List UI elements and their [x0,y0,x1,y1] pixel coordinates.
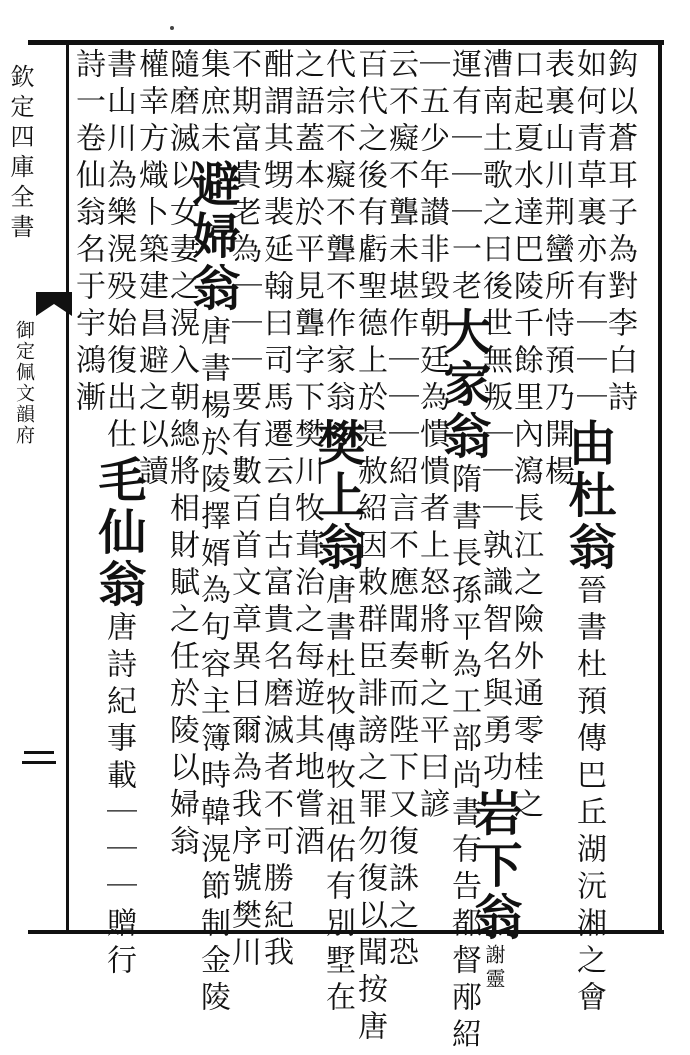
body-text: 口起夏水達巴陵千餘里內瀉長江之險外通零桂之 [508,48,543,825]
body-text: ｜五少年讃 [414,48,449,233]
right-border-rule [658,40,662,934]
body-text: 唐書杜牧傳牧祖佑有別墅在 [320,574,355,1018]
body-text: 集庶未 [195,48,230,159]
body-text: 酣謂其甥裴延翰曰司馬遷云自古富貴名磨滅者不可勝紀我 [258,48,293,973]
body-text: 之語蓋本於平見聾字下 [289,48,324,418]
entry-heading: 由杜翁 [560,418,616,574]
body-text: 隨磨滅 [164,48,199,159]
body-text: 表裏山川荆蠻所恃預乃開楊 [539,48,574,492]
body-text: 唐書楊於陵擇婿為句容主簿時韓滉節制金陵 [195,315,230,1018]
body-text: 晉書杜預傳巴丘湖沅湘之會 [571,574,606,1018]
body-text: 不期富貴老為｜｜｜要有數百首文章異日爾為我序號樊川 [226,48,261,973]
margin-sub-title: 御定佩文韻府 [13,320,35,446]
entry-heading: 樊上翁 [309,418,365,574]
body-text: 唐詩紀事載｜｜｜贈行 [101,611,136,981]
body-text: 如何青草裏亦有｜｜｜ [571,48,606,418]
page-number [22,744,56,764]
small-text: 謝靈 [482,944,506,992]
body-text: 非毀朝廷為憒憒者上怒將斬之平曰諺 [414,233,449,825]
top-border-rule [28,40,664,45]
text-column [68,48,106,928]
page-number-stroke [22,761,56,764]
body-text: 百代之後有虧聖德上於是赦紹因敕群臣誹謗之罪勿復以聞按唐 [352,48,387,1047]
body-text: 樊川牧葺治之每遊其地嘗酒 [289,418,324,862]
body-text: 以女妻之滉入朝總將相財賦之任於陵以婦翁 [164,159,199,862]
margin-book-title: 欽定四庫全書 [6,64,34,244]
page-number-stroke [24,751,54,754]
body-text: 隋書長孫平為工部尚書有告都督邴紹 [446,463,481,1055]
entry-heading: 毛仙翁 [90,455,146,611]
body-text: 代宗不癡不聾不作家翁 [320,48,355,418]
ink-speck [170,26,174,30]
body-text: 漕南土歌之曰後世無叛｜｜｜孰識智名與勇功 [477,48,512,788]
entry-heading: 岩下翁 [466,788,522,944]
fish-tail-mark-icon [36,292,72,316]
entry-heading: 避婦翁 [184,159,240,315]
body-text: 詩一卷仙翁名于宇鴻漸 [70,48,105,418]
body-text: 鈎以蒼耳子為對李白詩 [602,48,637,418]
body-text: 云不癡不聾未堪作｜｜｜紹言不應聞奏而陛下又復誅之恐 [383,48,418,973]
body-text: 書山川為樂滉殁始復出仕 [101,48,136,455]
body-text: 運有｜｜｜一老 [446,48,481,307]
body-text: 權幸方熾卜築建昌避之以讀 [133,48,168,492]
entry-heading: 大家翁 [435,307,491,463]
